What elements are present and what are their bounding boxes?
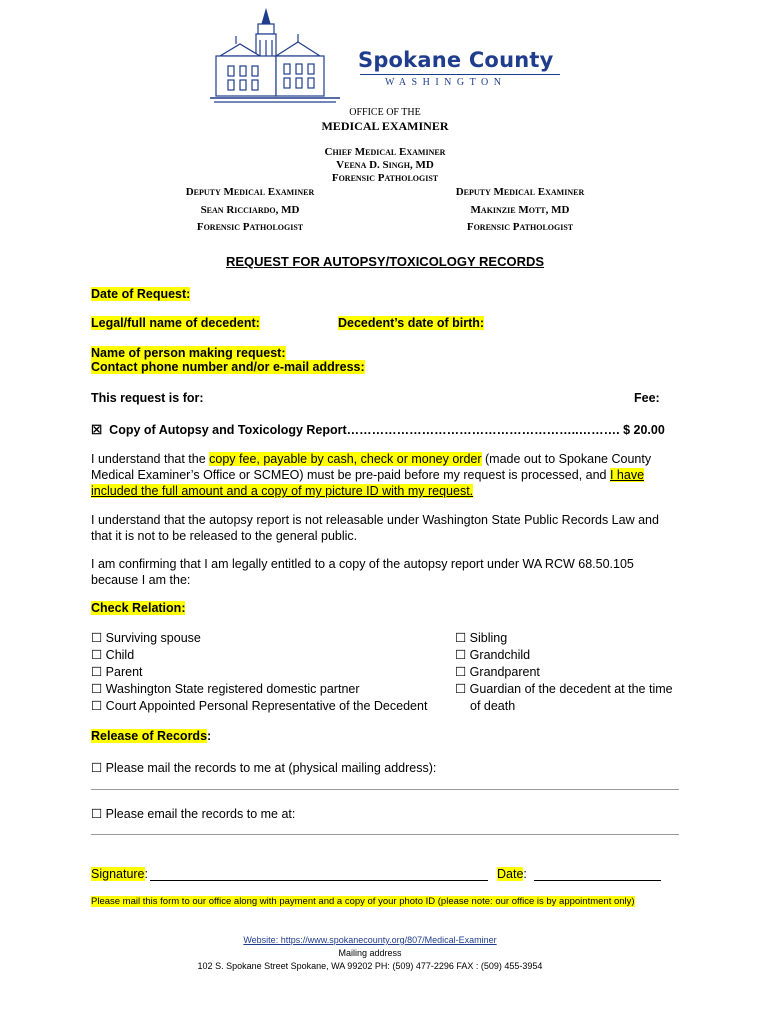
relations-right: [455, 630, 673, 715]
office-line2: MEDICAL EXAMINER: [321, 119, 449, 133]
logo-divider: [360, 74, 560, 75]
report-item: [91, 422, 681, 437]
logo-state: WASHINGTON: [385, 77, 507, 88]
email-address-line[interactable]: [91, 834, 679, 835]
relations-left: [91, 630, 427, 715]
report-item-checkbox[interactable]: ☒: [91, 423, 103, 437]
footer-website[interactable]: Website: https://www.spokanecounty.org/807/Medical-Examiner: [243, 935, 497, 945]
chief-role: Forensic Pathologist: [331, 172, 439, 184]
date-label: Date:: [497, 867, 527, 881]
requester-name-label: Name of person making request:: [91, 346, 286, 360]
release-law-paragraph: I understand that the autopsy report is not releasable under Washington State Public Records Law and that it is not to be released to the general public.: [91, 513, 659, 543]
deputy-left-name: Sean Ricciardo, MD: [200, 204, 300, 216]
date-of-request-label: Date of Request:: [91, 287, 191, 301]
release-records-heading: Release of Records:: [91, 729, 212, 743]
footer-mailing-label: Mailing address: [338, 948, 402, 958]
mail-notice: Please mail this form to our office along with payment and a copy of your photo ID (please note: our office is by appointment only): [91, 896, 635, 907]
decedent-name-label: Legal/full name of decedent:: [91, 316, 260, 330]
relation-guardian-cont: of death: [470, 699, 516, 713]
fee-label: Fee:: [634, 391, 660, 405]
county-logo: [210, 6, 570, 106]
footer-address: 102 S. Spokane Street Spokane, WA 99202 PH: (509) 477-2296 FAX : (509) 455-3954: [197, 961, 543, 971]
entitlement-paragraph: I am confirming that I am legally entitled to a copy of the autopsy report under WA RCW 68.50.105 because I am the:: [91, 557, 634, 587]
email-option[interactable]: ☐ Please email the records to me at:: [91, 807, 296, 821]
deputy-right-name: Makinzie Mott, MD: [470, 204, 570, 216]
decedent-dob-label: Decedent’s date of birth:: [338, 316, 485, 330]
relation-domestic-partner[interactable]: ☐ Washington State registered domestic partner: [91, 682, 360, 696]
request-for-label: This request is for:: [91, 391, 204, 405]
chief-name: Veena D. Singh, MD: [336, 159, 434, 171]
date-line[interactable]: [534, 880, 661, 881]
relation-sibling[interactable]: ☐ Sibling: [455, 631, 508, 645]
signature-label: Signature:: [91, 867, 148, 881]
mail-address-line[interactable]: [91, 789, 679, 790]
relation-court-representative[interactable]: ☐ Court Appointed Personal Representative of the Decedent: [91, 699, 428, 713]
deputy-right-role: Forensic Pathologist: [466, 221, 574, 233]
chief-title: Chief Medical Examiner: [324, 146, 446, 158]
office-line1: OFFICE OF THE: [349, 107, 421, 118]
relation-parent[interactable]: ☐ Parent: [91, 665, 143, 679]
signature-line[interactable]: [150, 880, 488, 881]
courthouse-icon: [210, 6, 350, 106]
relation-surviving-spouse[interactable]: ☐ Surviving spouse: [91, 631, 201, 645]
contact-label: Contact phone number and/or e-mail address:: [91, 360, 365, 374]
report-item-fee: $ 20.00: [623, 423, 665, 437]
deputy-right-title: Deputy Medical Examiner: [455, 186, 585, 198]
report-item-label: Copy of Autopsy and Toxicology Report………………………………………………..……….: [109, 423, 620, 437]
deputy-left-title: Deputy Medical Examiner: [185, 186, 315, 198]
relation-guardian[interactable]: ☐ Guardian of the decedent at the time: [455, 682, 673, 696]
relation-child[interactable]: ☐ Child: [91, 648, 135, 662]
fee-paragraph: I understand that the copy fee, payable by cash, check or money order (made out to Spokane County Medical Examiner’s Office or SCMEO) must be pre-paid before my request is processed, and I have included the full amount and a copy of my picture ID with my request.: [91, 452, 652, 498]
mail-option[interactable]: ☐ Please mail the records to me at (physical mailing address):: [91, 761, 437, 775]
logo-county-name: Spokane County: [358, 48, 554, 72]
deputy-left-role: Forensic Pathologist: [196, 221, 304, 233]
relation-grandparent[interactable]: ☐ Grandparent: [455, 665, 540, 679]
check-relation-heading: Check Relation:: [91, 601, 186, 615]
relation-grandchild[interactable]: ☐ Grandchild: [455, 648, 531, 662]
form-title: REQUEST FOR AUTOPSY/TOXICOLOGY RECORDS: [225, 254, 545, 269]
